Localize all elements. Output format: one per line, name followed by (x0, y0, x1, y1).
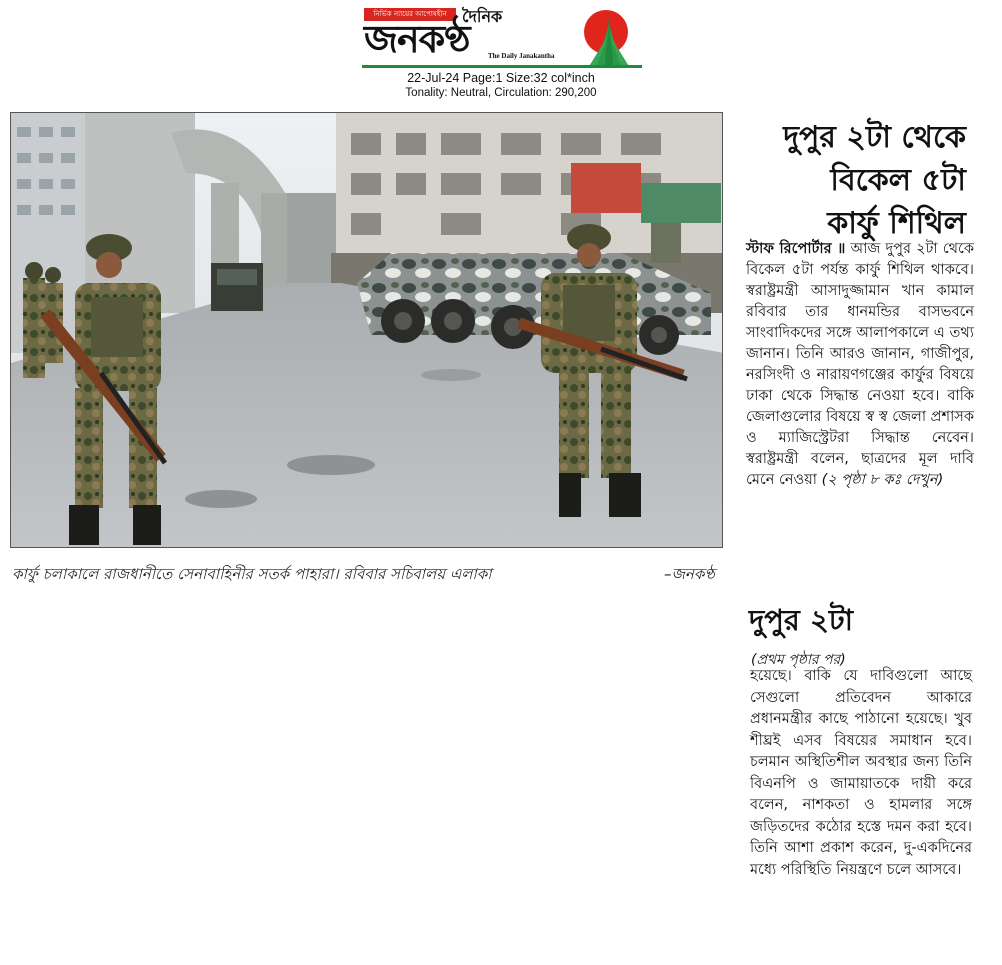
masthead-name: জনকণ্ঠ (364, 16, 470, 61)
photo-credit: –জনকণ্ঠ (664, 565, 715, 583)
article-body (746, 239, 974, 491)
news-photo (10, 112, 723, 548)
headline-line: কার্ফু শিথিল (827, 206, 966, 241)
byline: স্টাফ রিপোর্টার ॥ (746, 241, 846, 257)
masthead (362, 4, 642, 70)
masthead-rule (362, 65, 642, 68)
masthead-english-name: The Daily Janakantha (488, 52, 555, 60)
masthead-prefix: দৈনিক (462, 7, 503, 26)
clipping-meta-line1: 22-Jul-24 Page:1 Size:32 col*inch (407, 71, 595, 85)
article-headline (738, 116, 966, 245)
continued-note: (২ পৃষ্ঠা ৮ কঃ দেখুন) (821, 472, 944, 488)
continuation-headline: দুপুর ২টা (749, 603, 854, 637)
article-text: আজ দুপুর ২টা থেকে বিকেল ৫টা পর্যন্ত কার্ফু শিথিল থাকবে। স্বরাষ্ট্রমন্ত্রী আসাদুজ্জামান খান কামাল রবিবার তার ধানমন্ডির বাসভবনে সাংবাদিকদের সঙ্গে আলাপকালে এ তথ্য জানান। তিনি আরও জানান, গাজীপুর, নরসিংদী ও নারায়ণগঞ্জের কার্ফুর বিষয়ে ঢাকা থেকে সিদ্ধান্ত নেওয়া হবে। বাকি জেলাগুলোর বিষয়ে স্ব স্ব জেলা প্রশাসক ও ম্যাজিস্ট্রেটরা সিদ্ধান্ত নেবেন। স্বরাষ্ট্রমন্ত্রী বলেন, ছাত্রদের মূল দাবি মেনে নেওয়া (746, 241, 975, 488)
clipping-meta-line2: Tonality: Neutral, Circulation: 290,200 (405, 87, 597, 99)
continuation-body: হয়েছে। বাকি যে দাবিগুলো আছে সেগুলো প্রতিবেদন আকারে প্রধানমন্ত্রীর কাছে পাঠানো হয়েছে। খুব শীঘ্রই এসব বিষয়ের সমাধান হবে। চলমান অস্থিতিশীল অবস্থার জন্য তিনি বিএনপি ও জামায়াতকে দায়ী করে বলেন, নাশকতা ও হামলার সঙ্গে জড়িতদের কঠোর হস্তে দমন করা হবে। তিনি আশা প্রকাশ করেন, দু-একদিনের মধ্যে পরিস্থিতি নিয়ন্ত্রণে চলে আসবে। (750, 668, 972, 878)
monument-logo-icon (584, 14, 634, 68)
masthead-tagline: নির্ভিক ন্যায়ের আপোষহীন (364, 8, 456, 21)
headline-line: বিকেল ৫টা (830, 163, 966, 198)
photo-caption: কার্ফু চলাকালে রাজধানীতে সেনাবাহিনীর সতর্ক পাহারা। রবিবার সচিবালয় এলাকা (12, 565, 492, 583)
continuation-from-page: (প্রথম পৃষ্ঠার পর) (751, 652, 846, 668)
headline-line: দুপুর ২টা থেকে (783, 120, 966, 155)
